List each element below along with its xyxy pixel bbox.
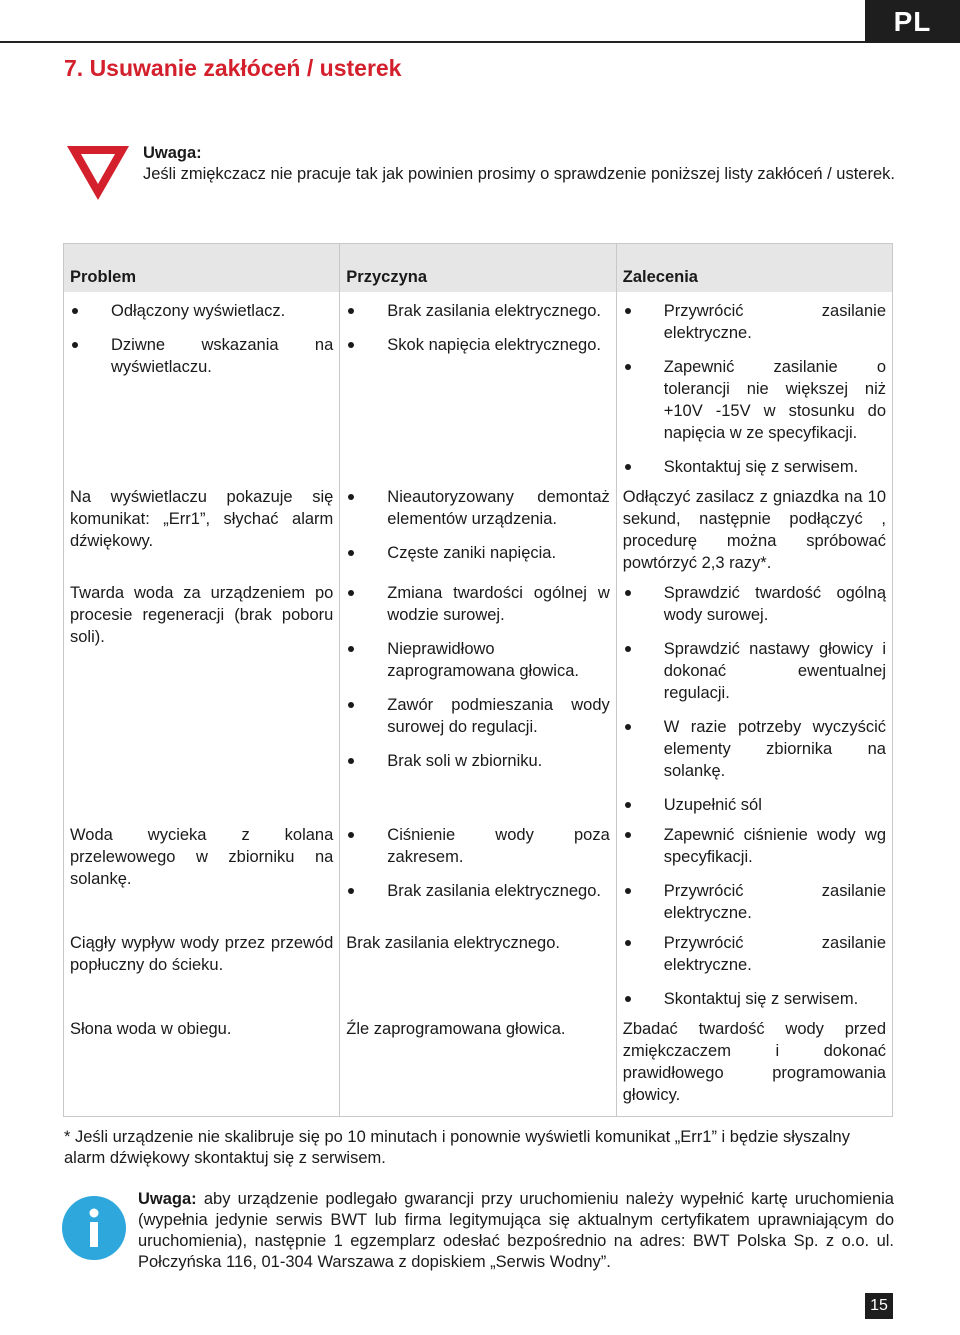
list-item: Sprawdzić nastawy głowicy i dokonać ewentualnej regulacji. — [623, 638, 886, 704]
warning-label: Uwaga: — [143, 144, 202, 162]
info-label: Uwaga: — [138, 1190, 197, 1208]
info-icon — [62, 1196, 126, 1260]
recommendation-cell: Zbadać twardość wody przed zmiękczaczem i dokonać prawidłowego programowania głowicy. — [622, 1020, 886, 1104]
warning-note — [143, 143, 903, 185]
section-title: 7. Usuwanie zakłóceń / usterek — [64, 55, 402, 81]
header-recommendation: Zalecenia — [616, 244, 892, 293]
cause-cell — [340, 582, 616, 824]
list-item: Nieprawidłowo zaprogramowana głowica. — [346, 638, 609, 682]
footnote: * Jeśli urządzenie nie skalibruje się po 10 minutach i ponownie wyświetli komunikat „Err1” i będzie słyszalny alarm dźwiękowy skontaktuj się z serwisem. — [64, 1128, 850, 1167]
warning-text: Jeśli zmiękczacz nie pracuje tak jak powinien prosimy o sprawdzenie poniższej listy zakłóceń / usterek. — [143, 165, 895, 183]
header-rule — [0, 41, 865, 43]
header-cause: Przyczyna — [340, 244, 616, 293]
list-item: Przywrócić zasilanie elektryczne. — [623, 880, 886, 924]
recommendation-cell — [616, 824, 892, 932]
list-item: Skontaktuj się z serwisem. — [623, 988, 886, 1010]
list-item: Częste zaniki napięcia. — [346, 542, 609, 564]
info-text: aby urządzenie podlegało gwarancji przy uruchomieniu należy wypełnić kartę uruchomienia (wypełnia jedynie serwis BWT lub firma legitymująca się aktualnym certyfikatem uprawniającym do uruchomienia), następnie 1 egzemplarz odesłać bezpośrednio na adres: BWT Polska Sp. z o.o. ul. Połczyńska 116, 01-304 Warszawa z dopiskiem „Serwis Wodny”. — [138, 1190, 894, 1271]
list-item: Brak soli w zbiorniku. — [346, 750, 609, 772]
list-item: Dziwne wskazania na wyświetlaczu. — [70, 334, 333, 378]
list-item: Skontaktuj się z serwisem. — [623, 456, 886, 478]
cause-cell: Brak zasilania elektrycznego. — [340, 932, 616, 1018]
list-item: Brak zasilania elektrycznego. — [346, 300, 609, 322]
list-item: Skok napięcia elektrycznego. — [346, 334, 609, 356]
language-tab: PL — [865, 0, 960, 43]
problem-cell: Słona woda w obiegu. — [64, 1018, 340, 1117]
problem-cell — [64, 292, 340, 486]
troubleshooting-table — [63, 243, 893, 1117]
info-note — [138, 1189, 894, 1273]
table-row — [64, 582, 893, 824]
warning-triangle-icon — [64, 143, 132, 203]
list-item: Odłączony wyświetlacz. — [70, 300, 333, 322]
cause-cell — [340, 292, 616, 486]
recommendation-cell — [616, 582, 892, 824]
problem-cell: Twarda woda za urządzeniem po procesie regeneracji (brak poboru soli). — [64, 582, 340, 824]
table-row — [64, 932, 893, 1018]
list-item: Zapewnić ciśnienie wody wg specyfikacji. — [623, 824, 886, 868]
recommendation-cell — [616, 932, 892, 1018]
table-row — [64, 292, 893, 486]
list-item: Uzupełnić sól — [623, 794, 886, 816]
table-row — [64, 1018, 893, 1117]
list-item: W razie potrzeby wyczyścić elementy zbiornika na solankę. — [623, 716, 886, 782]
header-problem: Problem — [64, 244, 340, 293]
problem-cell: Woda wycieka z kolana przelewowego w zbiorniku na solankę. — [64, 824, 340, 932]
cause-cell: Źle zaprogramowana głowica. — [340, 1018, 616, 1117]
list-item: Brak zasilania elektrycznego. — [346, 880, 609, 902]
cause-cell — [340, 486, 616, 582]
recommendation-cell — [616, 292, 892, 486]
list-item: Zmiana twardości ogólnej w wodzie surowej. — [346, 582, 609, 626]
page-number: 15 — [865, 1293, 893, 1319]
table-row — [64, 824, 893, 932]
list-item: Sprawdzić twardość ogólną wody surowej. — [623, 582, 886, 626]
list-item: Przywrócić zasilanie elektryczne. — [623, 932, 886, 976]
table-header-row — [64, 244, 893, 293]
problem-cell: Ciągły wypływ wody przez przewód popłuczny do ścieku. — [64, 932, 340, 1018]
recommendation-cell: Odłączyć zasilacz z gniazdka na 10 sekund, następnie podłączyć , procedurę można spróbować powtórzyć 2,3 razy*. — [622, 488, 886, 572]
list-item: Zawór podmieszania wody surowej do regulacji. — [346, 694, 609, 738]
problem-cell: Na wyświetlaczu pokazuje się komunikat: „Err1”, słychać alarm dźwiękowy. — [64, 486, 340, 582]
list-item: Przywrócić zasilanie elektryczne. — [623, 300, 886, 344]
list-item: Zapewnić zasilanie o tolerancji nie większej niż +10V -15V w stosunku do napięcia w ze specyfikacji. — [623, 356, 886, 444]
table-row — [64, 486, 893, 582]
list-item: Ciśnienie wody poza zakresem. — [346, 824, 609, 868]
list-item: Nieautoryzowany demontaż elementów urządzenia. — [346, 486, 609, 530]
cause-cell — [340, 824, 616, 932]
